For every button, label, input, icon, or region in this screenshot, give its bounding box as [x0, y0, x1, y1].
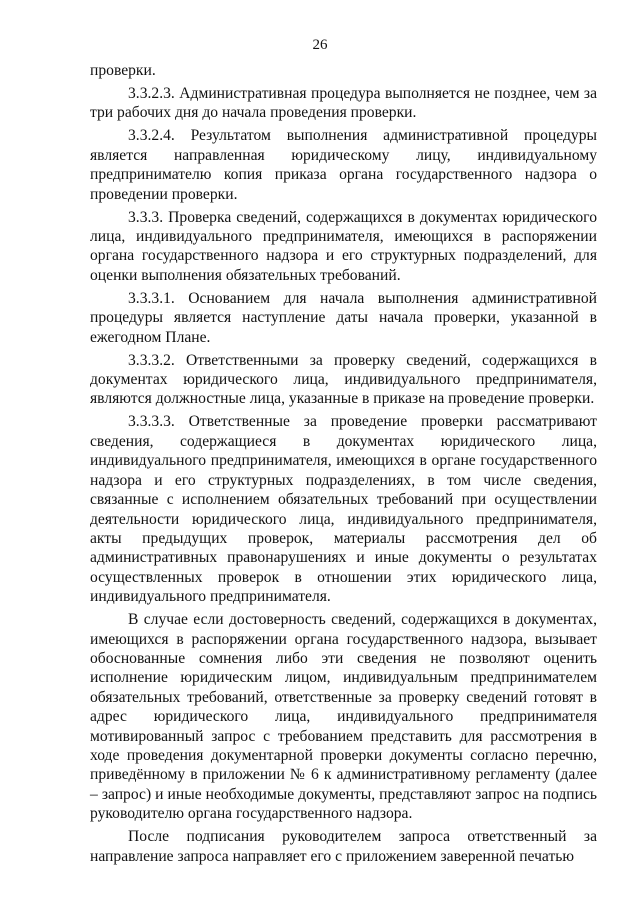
paragraph-after-signing: После подписания руководителем запроса ответственный за направление запроса направляет его с приложением заверенной печатью — [90, 828, 597, 865]
paragraph-continuation: проверки. — [90, 62, 156, 79]
paragraph-3-3-3: 3.3.3. Проверка сведений, содержащихся в документах юридического лица, индивидуального предпринимателя, имеющихся в распоряжении органа государственного надзора и его структурных подразделений, для оценки выполнения обязательных требований. — [90, 208, 597, 284]
paragraph-3-3-3-3: 3.3.3.3. Ответственные за проведение проверки рассматривают сведения, содержащиеся в документах юридического лица, индивидуального предпринимателя, имеющихся в органе государственного надзора и его структурных подразделениях, в том числе сведения, связанные с исполнением обязательных требований при осуществлении деятельности юридического лица, индивидуального предпринимателя, акты предыдущих проверок, материалы рассмотрения дел об административных правонарушениях и иные документы о результатах осуществленных проверок в отношении этих юридического лица, индивидуального предпринимателя. — [90, 413, 597, 606]
paragraph-3-3-3-2: 3.3.3.2. Ответственными за проверку сведений, содержащихся в документах юридического лица, индивидуального предпринимателя, являются должностные лица, указанные в приказе на проведение проверки. — [90, 351, 597, 408]
document-body — [90, 61, 597, 866]
page-number: 26 — [312, 37, 328, 53]
paragraph-3-3-3-1: 3.3.3.1. Основанием для начала выполнения административной процедуры является наступление даты начала проверки, указанной в ежегодном Плане. — [90, 289, 597, 346]
paragraph-request-case: В случае если достоверность сведений, содержащихся в документах, имеющихся в распоряжении органа государственного надзора, вызывает обоснованные сомнения либо эти сведения не позволяют оценить исполнение юридическим лицом, индивидуальным предпринимателем обязательных требований, ответственные за проверку сведений готовят в адрес юридического лица, индивидуального предпринимателя мотивированный запрос с требованием представить для рассмотрения в ходе проведения документарной проверки документы согласно перечню, приведённому в приложении № 6 к административному регламенту (далее – запрос) и иные необходимые документы, представляют запрос на подпись руководителю органа государственного надзора. — [90, 611, 597, 823]
paragraph-3-3-2-4: 3.3.2.4. Результатом выполнения административной процедуры является направленная юридическому лицу, индивидуальному предпринимателю копия приказа органа государственного надзора о проведении проверки. — [90, 127, 597, 203]
paragraph-3-3-2-3: 3.3.2.3. Административная процедура выполняется не позднее, чем за три рабочих дня до начала проведения проверки. — [90, 85, 597, 122]
